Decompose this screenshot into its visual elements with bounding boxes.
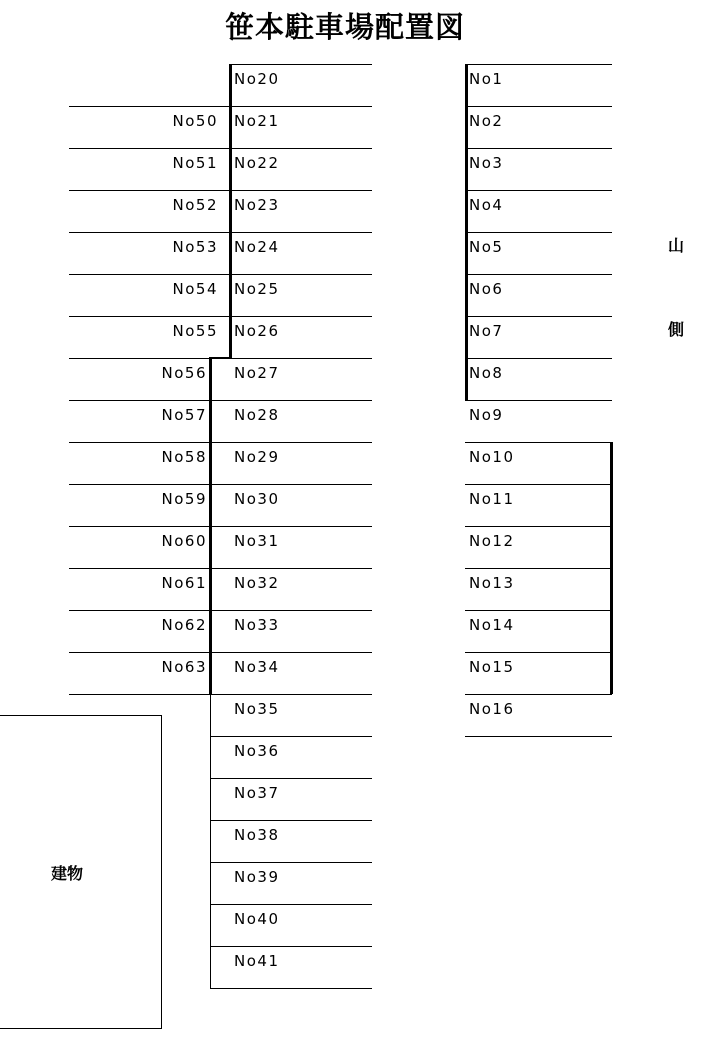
space-label: No37 — [234, 784, 280, 802]
space-divider — [69, 358, 210, 359]
space-label: No35 — [234, 700, 280, 718]
space-label: No31 — [234, 532, 280, 550]
space-label: No2 — [469, 112, 504, 130]
space-label: No27 — [234, 364, 280, 382]
space-label: No14 — [469, 616, 515, 634]
center-wall-step — [210, 357, 232, 359]
space-divider — [465, 652, 612, 653]
space-label: No15 — [469, 658, 515, 676]
space-divider — [69, 148, 230, 149]
space-divider — [69, 232, 230, 233]
space-divider — [69, 316, 230, 317]
space-divider — [230, 148, 372, 149]
space-label: No3 — [469, 154, 504, 172]
space-divider — [230, 106, 372, 107]
space-divider — [69, 106, 230, 107]
space-label: No54 — [172, 280, 218, 298]
page-title: 笹本駐車場配置図 — [224, 10, 465, 44]
space-divider — [69, 526, 210, 527]
space-label: No53 — [172, 238, 218, 256]
building-label: 建物 — [51, 864, 84, 883]
space-divider — [210, 484, 372, 485]
space-label: No13 — [469, 574, 515, 592]
space-label: No34 — [234, 658, 280, 676]
space-label: No39 — [234, 868, 280, 886]
space-divider — [210, 736, 372, 737]
space-label: No24 — [234, 238, 280, 256]
space-divider — [69, 568, 210, 569]
space-label: No52 — [172, 196, 218, 214]
space-divider — [69, 484, 210, 485]
space-divider — [465, 400, 612, 401]
space-label: No7 — [469, 322, 504, 340]
space-divider — [465, 358, 612, 359]
space-divider — [465, 190, 612, 191]
space-label: No20 — [234, 70, 280, 88]
space-divider — [69, 652, 210, 653]
space-label: No4 — [469, 196, 504, 214]
space-label: No33 — [234, 616, 280, 634]
space-label: No63 — [161, 658, 207, 676]
space-divider — [230, 316, 372, 317]
space-divider — [69, 274, 230, 275]
space-divider — [210, 988, 372, 989]
space-label: No11 — [469, 490, 515, 508]
space-divider — [210, 946, 372, 947]
space-label: No59 — [161, 490, 207, 508]
side-label-side: 側 — [668, 320, 685, 339]
space-divider — [210, 652, 372, 653]
space-divider — [69, 442, 210, 443]
space-label: No29 — [234, 448, 280, 466]
space-label: No40 — [234, 910, 280, 928]
space-label: No21 — [234, 112, 280, 130]
space-label: No28 — [234, 406, 280, 424]
space-divider — [210, 526, 372, 527]
space-divider — [465, 736, 612, 737]
space-divider — [69, 190, 230, 191]
space-divider — [230, 274, 372, 275]
space-label: No26 — [234, 322, 280, 340]
space-label: No56 — [161, 364, 207, 382]
space-label: No25 — [234, 280, 280, 298]
space-divider — [465, 148, 612, 149]
side-label-mountain: 山 — [668, 236, 685, 255]
space-divider — [69, 400, 210, 401]
space-divider — [465, 526, 612, 527]
space-label: No61 — [161, 574, 207, 592]
space-divider — [465, 232, 612, 233]
space-divider — [465, 316, 612, 317]
space-label: No8 — [469, 364, 504, 382]
space-label: No30 — [234, 490, 280, 508]
space-divider — [69, 694, 210, 695]
space-divider — [210, 904, 372, 905]
space-divider — [210, 568, 372, 569]
space-label: No58 — [161, 448, 207, 466]
center-wall — [209, 357, 212, 694]
space-divider — [210, 778, 372, 779]
space-divider — [210, 862, 372, 863]
space-label: No57 — [161, 406, 207, 424]
space-divider — [465, 64, 612, 65]
space-divider — [230, 64, 372, 65]
space-label: No12 — [469, 532, 515, 550]
space-divider — [230, 232, 372, 233]
right-wall-upper — [465, 64, 468, 400]
space-label: No55 — [172, 322, 218, 340]
space-label: No41 — [234, 952, 280, 970]
space-divider — [465, 274, 612, 275]
space-divider — [210, 610, 372, 611]
space-label: No9 — [469, 406, 504, 424]
right-wall-lower — [610, 442, 613, 694]
space-divider — [230, 190, 372, 191]
space-label: No1 — [469, 70, 504, 88]
space-label: No50 — [172, 112, 218, 130]
space-label: No6 — [469, 280, 504, 298]
space-label: No23 — [234, 196, 280, 214]
space-divider — [210, 442, 372, 443]
space-divider — [210, 694, 372, 695]
space-divider — [465, 568, 612, 569]
space-label: No51 — [172, 154, 218, 172]
space-label: No60 — [161, 532, 207, 550]
space-divider — [465, 106, 612, 107]
space-divider — [210, 820, 372, 821]
space-divider — [210, 400, 372, 401]
space-divider — [210, 358, 372, 359]
center-wall — [229, 64, 232, 358]
space-label: No62 — [161, 616, 207, 634]
space-divider — [465, 694, 612, 695]
space-label: No10 — [469, 448, 515, 466]
space-label: No32 — [234, 574, 280, 592]
space-divider — [465, 610, 612, 611]
space-label: No36 — [234, 742, 280, 760]
space-divider — [465, 484, 612, 485]
space-label: No38 — [234, 826, 280, 844]
space-label: No16 — [469, 700, 515, 718]
lane-edge — [210, 694, 211, 988]
space-label: No22 — [234, 154, 280, 172]
space-divider — [69, 610, 210, 611]
space-label: No5 — [469, 238, 504, 256]
space-divider — [465, 442, 612, 443]
